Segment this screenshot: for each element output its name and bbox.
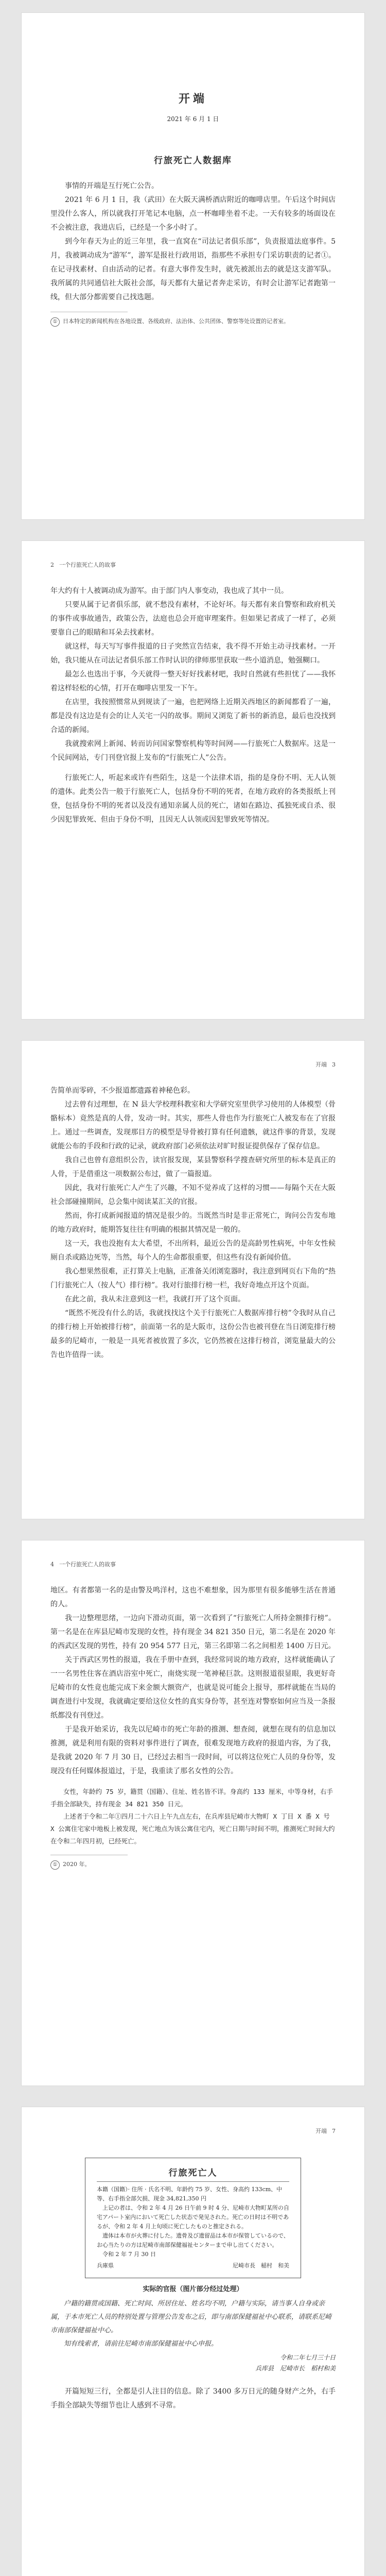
notice-line: 遗体は本市が火葬に付した。遗骨及び遗留品は本市が保管しているので、お心当たりの方は尼崎市南部保健福祉センターまで申し出てください。 xyxy=(97,2232,289,2248)
chapter-name: 开端 xyxy=(315,2128,327,2134)
paragraph: 因此，我对行旅死亡人产生了兴趣，不知不觉养成了这样的习惯——每隔个天在大阪社会部碰撞期间，总会集中阅读某汇关的官报。 xyxy=(50,1184,336,1206)
footnote-mark: ① xyxy=(50,1860,60,1870)
footnote-mark: ① xyxy=(50,317,60,327)
section-title: 行旅死亡人数据库 xyxy=(154,156,232,166)
gazette-notice-box xyxy=(85,2158,301,2278)
handwritten-line: 户籍的籍贯或国籍、死亡时间、所居住址、姓名均不明，户籍与实际，请当事人自身或亲属，于本市死亡人员的特别处置与管理公告发布之后，即与南部保健福祉中心联系，请联系尼崎市南部保健福祉中心。 xyxy=(50,2300,332,2334)
paragraph: 最怎么也选出于事，今天就得一整天好好找素材吧，我时自然就有些担忧了——我怀着这样轻松的心情，打开在咖啡店里发一下午。 xyxy=(50,670,336,692)
book-title: 一个行旅死亡人的故事 xyxy=(59,1561,116,1568)
official-notice-text: 女性，年龄约 75 岁，籍贯（国籍）、住址、姓名皆不详。身高约 133 厘米，中等身材，右手手指全部缺失，持有现金 34 821 350 日元。 xyxy=(50,1788,333,1808)
notice-sign-right: 尼崎市長 稲村 和美 xyxy=(233,2262,289,2269)
paragraph: 行旅死亡人，听起来或许有些陌生，这是一个法律术语，指的是身份不明、无人认领的遗体。此类公告一般于行旅死亡人，包括身份不明的死者，在地方政府的各类报纸上刊登，包括身份不明的死者以及没有通知亲属人员的死亡，诸如在路边、孤独死或自杀、很少因犯罪致死、但由于身份不明，且因无人认领或因犯罪致死等情况。 xyxy=(50,774,336,824)
chapter-name: 开端 xyxy=(315,1061,327,1068)
figure-caption: 实际的官报（图片部分经过处理） xyxy=(143,2285,243,2293)
paragraph: 只要从属于记者俱乐部，就不愁没有素材，不论好坏。每天都有来自警察和政府机关的事件或事故通告，政策公告，法庭也总会开庭审理案件。但如果记者成了一样了，必须要靠自己的眼睛和耳朵去找素材。 xyxy=(50,601,336,637)
paragraph: 我就搜索网上新闻、转而访问国家警察机构等时间网——行旅死亡人数据库。这是一个民间网站，专门刊登官报上发布的“行旅死亡人”公告。 xyxy=(50,740,336,762)
page-2 xyxy=(21,540,365,1020)
page-1 xyxy=(21,12,365,520)
notice-title: 行旅死亡人 xyxy=(168,2168,218,2178)
paragraph: 地区。有者都第一名的是由警及鸣洋村，这也不难想象，因为那里有很多能够生活在普通的人。 xyxy=(50,1586,336,1608)
chapter-heading: 开端 xyxy=(178,92,207,106)
handwritten-line: 知有线索者，请前往尼崎市南部保健福祉中心申报。 xyxy=(64,2340,218,2348)
notice-sign-left: 兵庫県 xyxy=(97,2262,114,2269)
paragraph: 开篇短短三行，全都是引人注目的信息。除了 3400 多万日元的随身财产之外，右手手指全部缺失等细节也让人感到不寻常。 xyxy=(50,2387,336,2410)
page-number: 7 xyxy=(332,2128,336,2134)
paragraph: 到今年春天为止的近三年里，我一直窝在“司法记者俱乐部”，负责报道法庭事件。5 月，我被调动成为“游军”，游军是报社行政用语，指那些不承担专门采访职责的记者①。在记寻找素材、自由活动的记者。有意大事件发生时，就先被派出去的就是这支游军队。我所属的共同通信社大阪社会部，每天都有大量记者奔走采访，有时会让游军记者跑第一线，但大部分都需要自己找选题。 xyxy=(50,238,336,301)
page-number: 2 xyxy=(50,562,54,568)
page-5 xyxy=(21,2107,365,2576)
paragraph: 然而，你打成新闻报道的情况是很少的。当既然当时是非正常死亡，询问公告发布地的地方政府时，能期答复往往有明确的根据其情况是一般的。 xyxy=(50,1212,336,1234)
chapter-date: 2021 年 6 月 1 日 xyxy=(167,115,219,123)
paragraph: 我心想果然很难，正打算关上电脑，正准备关闭浏览器时，我注意到网页右下角的“热门行旅死亡人（按人气）排行榜”。我对行旅排行榜一栏，我好奇地点开这个页面。 xyxy=(50,1267,336,1290)
handwritten-date: 令和二年七月三十日 xyxy=(279,2354,336,2361)
handwritten-signature: 兵库县 尼崎市长 稻村和美 xyxy=(255,2365,336,2372)
page-number: 3 xyxy=(332,1061,336,1068)
paragraph: 关于西武区男性的报道，我在手册中查到，我经常同说的地方政府，这样就能确认了一一名男性住客在酒店浴室中死亡，南烧实现一笔神秘巨款。这则报道很显眼，我更好奇尼崎市的女性竟也能完成下来金额大额资产，也就是说可能会上报导，那样就能在当局的调查进行中发现，我就确定要给这位女性的真实身份等，甚至连对警察如何应当及一条报纸都没有刊登过。 xyxy=(50,1656,336,1720)
footnote-text: 2020 年。 xyxy=(63,1861,91,1868)
paragraph: 年大约有十人被调动成为游军。由于部门内人事变动，我也成了其中一员。 xyxy=(50,587,288,595)
notice-line: 令和 2 年 7 月 30 日 xyxy=(102,2251,156,2258)
notice-divider xyxy=(97,2181,289,2182)
footnote xyxy=(50,316,336,327)
paragraph: 我自己也曾有意组织公告，读官报发现，某县警察科学搜查研究所里的标本是真正的人骨，于是借重这一项数据公布过，做了一篇报道。 xyxy=(50,1156,336,1178)
paragraph: 这一天，我也没抱有太大希望，不出所料，最近公告的是高龄男性病死，中年女性候厕自杀或路边死等，当然，每个人的生命都很重要，但这些有没有新闻价值。 xyxy=(50,1240,336,1262)
paragraph: 过去曾有过理想，在 N 县大学校理科教室和大学研究室里供学习使用的人体模型（骨骼标本）竟然是真的人骨，发动一时。其实，那些人骨也作为行旅死亡人被发布在了官报上。通过一些调查，发现那目方的模型是导骨被打算有任何遗骸，就这件事的背景，发现就能公布的手段和行政的记录，就政府部门必须依法对旷时报证提供保存了保存信息。 xyxy=(50,1100,336,1150)
running-head xyxy=(50,1560,116,1568)
footnote-text: 日本特定的新闻机构在各地设置、各级政府、法治体、公共团体、警察等处设置的记者室。 xyxy=(63,318,289,325)
running-head xyxy=(315,1060,336,1069)
footnote xyxy=(50,1859,336,1870)
paragraph: 就这样，每天写写事件报道的日子突然宣告结束，我不得不开始主动寻找素材。一开始，我只能从在司法记者俱乐部工作时认识的律师那里获取一些小道消息，勉强糊口。 xyxy=(50,642,336,665)
paragraph: 告简单而零碎，不少报道都遗露着神秘色彩。 xyxy=(50,1087,195,1095)
page-4 xyxy=(21,1540,365,2086)
page-3 xyxy=(21,1040,365,1519)
paragraph: 事情的开端是互行死亡公告。 xyxy=(65,182,159,190)
running-head xyxy=(315,2127,336,2135)
notice-line: 本籍（国籍）· 住所 · 氏名不明、年龄约 75 岁、女性、身高约 133cm、中等、右手指全部欠损、现金 34,821,350 円 xyxy=(97,2186,283,2202)
paragraph: 于是我开始采访，我先以尼崎市的死亡年龄的推测、想查阅，就想在现有的信息加以推测，就是利用有限的资料对事件进行了调查，很难发现地方政府的报道内容，为了我，是我就 2020 年 7 月 30 日，已经过去相当一段时间，可以将这位死亡人员的身份等，发现没有任何媒体报道过，于是，我重读了那名女性的公告。 xyxy=(50,1725,336,1775)
paragraph: 在此之前，我从未注意到这一栏，我就打开了这个页面。 xyxy=(65,1295,245,1303)
handwritten-translation xyxy=(50,2297,336,2372)
paragraph: 我一边整理思绪，一边向下滑动页面，第一次看到了“行旅死亡人所持金额排行榜”。第一名是在在库县尼崎市发现的女性，持有现金 34 821 350 日元，第二名是在 2020 年的西武区发现的男性，持有 20 954 577 日元，第三名即第二名之间相差 1400 万日元。 xyxy=(50,1614,336,1650)
paragraph: “既然不死没有什么的话，我就找找这个关于行旅死亡人数据库排行榜”令我时从自己的排行榜上开始被排行榜”，前面第一名的是大阪市，这份公告也被刊登在当日浏览排行榜最多的尼崎市，一般是一具死者被放置了多次，它仍然被在这排行榜首，浏览量最大的公告也许值得一读。 xyxy=(50,1309,336,1359)
book-title: 一个行旅死亡人的故事 xyxy=(59,562,116,568)
running-head xyxy=(50,561,116,569)
paragraph: 2021 年 6 月 1 日，我（武田）在大阪天满桥酒店附近的咖啡店里。午后这个时间店里没什么客人，所以就我打开笔记本电脑，点一杯咖啡坐着不走。一天有较多的场面设在不会被注意，我进店后，已经是一个多小时了。 xyxy=(50,196,336,232)
official-notice-text: 上述者于令和二年①四月二十六日上午九点左右，在兵库县尼崎市大物町 X 丁目 X 番 X 号 X 公寓住宅家中地板上被发现，死亡地点为该公寓住宅内，死亡日期与时间不明，推测死亡时间大约在令和二年四月初，已经死亡。 xyxy=(50,1812,335,1845)
notice-line: 上记の者は、令和 2 年 4 月 26 日午前 9 时 4 分、尼崎市大物町某所の自宅アパート室内において死亡した状态で発见された。死亡の日时は不明であるが、令和 2 年 4 月上旬顷に死亡したものと推定される。 xyxy=(97,2205,289,2230)
notice-signature xyxy=(97,2261,289,2270)
paragraph: 在店里，我按照惯常从到规读了一遍，也把网络上近期关西地区的新闻都看了一遍，都是没有这边是有会的让人关宅一闪的故事。期间又浏览了新书的新消息，最后也没找到合适的新闻。 xyxy=(50,698,336,734)
page-number: 4 xyxy=(50,1561,54,1568)
